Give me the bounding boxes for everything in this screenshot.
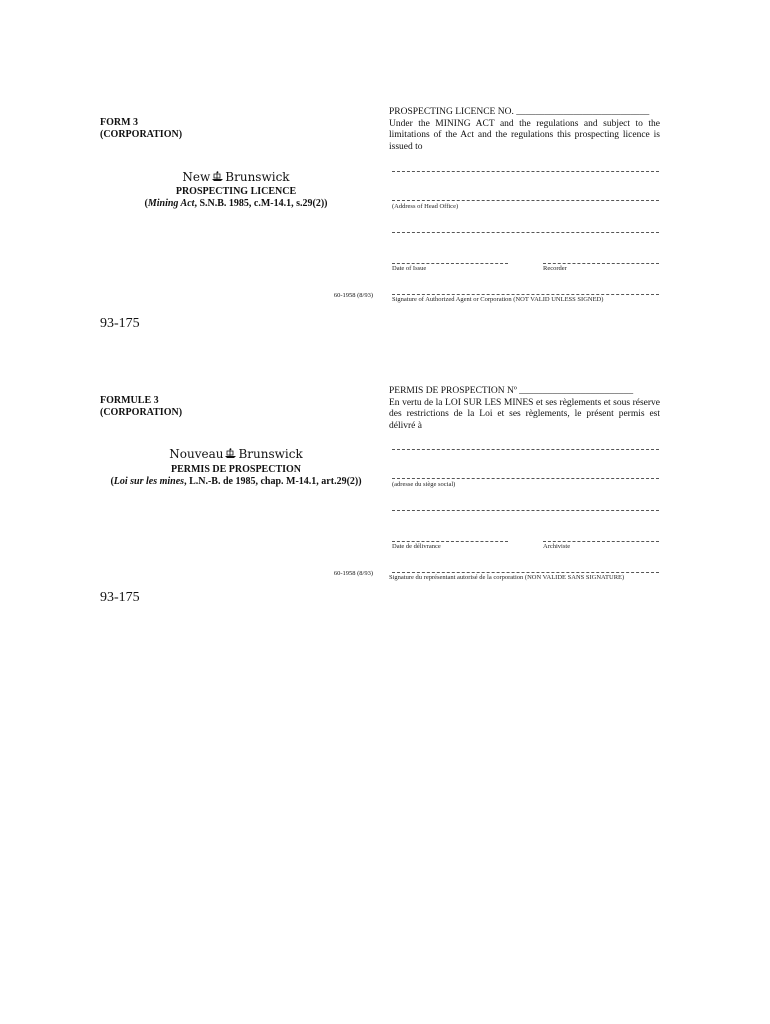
doc-number: 93-175 — [100, 316, 140, 331]
act-citation: (Mining Act, S.N.B. 1985, c.M-14.1, s.29(2)) — [144, 198, 328, 209]
form-type: (CORPORATION) — [100, 129, 183, 140]
address-label-fr: (adresse du siège social) — [392, 481, 456, 488]
permit-title-block — [100, 464, 372, 488]
ship-crest-icon — [224, 448, 237, 459]
date-line-fr[interactable] — [392, 541, 508, 542]
form-code: 60-1958 (8/93) — [333, 292, 373, 299]
logo-left-text: New — [182, 170, 211, 184]
form-type-fr: (CORPORATION) — [100, 407, 183, 418]
licence-intro: Under the MINING ACT and the regulations and subject to the limitations of the Act and the regulations this prospecting licence is issued to — [389, 118, 660, 152]
ship-crest-icon — [211, 171, 224, 182]
licence-title-block — [100, 186, 372, 210]
recorder-line[interactable] — [543, 263, 659, 264]
licence-title: PROSPECTING LICENCE — [175, 186, 297, 197]
signature-line-fr[interactable] — [392, 572, 659, 573]
form-code-fr: 60-1958 (8/93) — [333, 570, 373, 577]
permit-text-block — [389, 386, 660, 432]
licensee-name-line[interactable] — [392, 171, 659, 172]
act-citation-fr: (Loi sur les mines, L.N.-B. de 1985, chap. M-14.1, art.29(2)) — [110, 476, 362, 487]
date-label: Date of Issue — [392, 265, 427, 272]
extra-line-fr[interactable] — [392, 510, 659, 511]
date-label-fr: Date de délivrance — [392, 543, 441, 550]
permittee-name-line[interactable] — [392, 449, 659, 450]
logo-right-text-fr: Brunswick — [238, 447, 303, 461]
signature-label: Signature of Authorized Agent or Corporation (NOT VALID UNLESS SIGNED) — [392, 296, 604, 303]
form-label-fr: FORMULE 3 — [100, 395, 159, 406]
logo-left-text-fr: Nouveau — [169, 447, 224, 461]
form-number-fr — [100, 395, 182, 419]
licence-number-label: PROSPECTING LICENCE NO. ____________________________ — [389, 107, 650, 117]
date-line[interactable] — [392, 263, 508, 264]
extra-line[interactable] — [392, 232, 659, 233]
form-label: FORM 3 — [100, 117, 139, 128]
doc-number-fr: 93-175 — [100, 590, 140, 605]
address-line-fr[interactable] — [392, 478, 659, 479]
permit-number-label: PERMIS DE PROSPECTION Nº ________________________ — [389, 386, 634, 396]
address-line[interactable] — [392, 200, 659, 201]
archivist-line[interactable] — [543, 541, 659, 542]
licence-text-block — [389, 107, 660, 153]
form-number — [100, 117, 182, 141]
recorder-label: Recorder — [543, 265, 567, 272]
permit-title: PERMIS DE PROSPECTION — [170, 464, 301, 475]
logo-right-text: Brunswick — [225, 170, 290, 184]
government-logo — [100, 170, 372, 184]
act-reference: , S.N.B. 1985, c.M-14.1, s.29(2)) — [194, 198, 328, 209]
act-name: Mining Act — [147, 198, 195, 209]
permit-intro: En vertu de la LOI SUR LES MINES et ses règlements et sous réserve des restrictions de la Loi et ses règlements, le présent permis est délivré à — [389, 397, 660, 431]
act-reference-fr: , L.N.-B. de 1985, chap. M-14.1, art.29(2)) — [184, 476, 362, 487]
act-name-fr: Loi sur les mines — [113, 476, 185, 487]
archivist-label: Archiviste — [543, 543, 571, 550]
signature-line[interactable] — [392, 294, 659, 295]
address-label: (Address of Head Office) — [392, 203, 459, 210]
signature-label-fr: Signature du représentant autorisé de la corporation (NON VALIDE SANS SIGNATURE) — [389, 574, 625, 581]
government-logo-fr — [100, 447, 372, 461]
